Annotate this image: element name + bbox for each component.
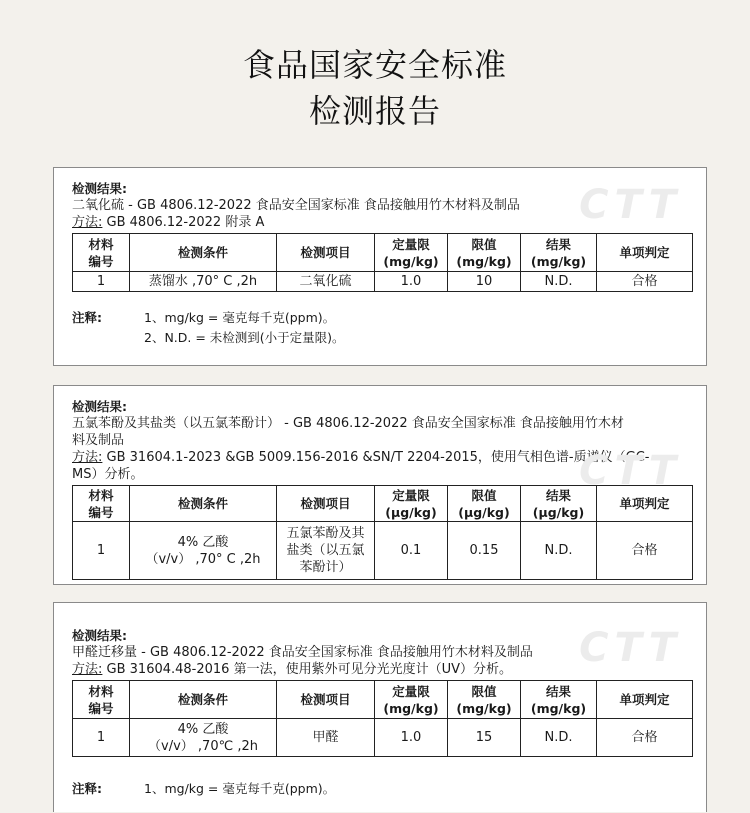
method-text: GB 4806.12-2022 附录 A — [102, 215, 265, 230]
cell-limit: 15 — [448, 719, 521, 757]
result-table — [72, 680, 693, 757]
cell-limit: 0.15 — [448, 522, 521, 580]
report-subtitle: 检测报告 — [308, 92, 441, 130]
notes-label: 注释: — [72, 781, 102, 796]
cell-limit: 10 — [448, 272, 521, 292]
notes-label: 注释: — [72, 310, 102, 325]
col-header-material-no: 材料 编号 — [73, 681, 130, 719]
method-text: GB 31604.1-2023 &GB 5009.156-2016 &SN/T 2204-2015，使用气相色谱-质谱仪（GC- — [102, 450, 650, 465]
cell-result: N.D. — [521, 272, 597, 292]
col-header-test-item: 检测项目 — [277, 681, 375, 719]
col-header-test-item: 检测项目 — [277, 234, 375, 272]
watermark-logo: CTT — [579, 625, 682, 671]
result-card-pentachlorophenol — [53, 385, 707, 585]
cell-condition: 蒸馏水 ,70° C ,2h — [130, 272, 277, 292]
cell-test-item: 甲醛 — [277, 719, 375, 757]
col-header-limit: 限值 (mg/kg) — [448, 234, 521, 272]
col-header-result: 结果 (mg/kg) — [521, 234, 597, 272]
method-text: GB 31604.48-2016 第一法，使用紫外可见分光光度计（UV）分析。 — [102, 662, 512, 677]
test-item-line: 二氧化硫 - GB 4806.12-2022 食品安全国家标准 食品接触用竹木材料及制品 — [72, 198, 520, 213]
result-table — [72, 233, 693, 292]
col-header-limit: 限值 (mg/kg) — [448, 681, 521, 719]
cell-material-no: 1 — [73, 522, 130, 580]
result-label: 检测结果: — [72, 181, 127, 196]
cell-material-no: 1 — [73, 272, 130, 292]
cell-condition: 4% 乙酸 （v/v） ,70° C ,2h — [130, 522, 277, 580]
result-label: 检测结果: — [72, 628, 127, 643]
result-label: 检测结果: — [72, 399, 127, 414]
col-header-result: 结果 (μg/kg) — [521, 486, 597, 522]
col-header-judgement: 单项判定 — [597, 234, 693, 272]
result-card-formaldehyde — [53, 602, 707, 812]
col-header-judgement: 单项判定 — [597, 486, 693, 522]
method-label: 方法: — [72, 450, 103, 465]
cell-loq: 1.0 — [375, 719, 448, 757]
col-header-test-item: 检测项目 — [277, 486, 375, 522]
note-item: 1、mg/kg = 毫克每千克(ppm)。 — [144, 310, 336, 325]
table-row — [73, 272, 693, 292]
col-header-judgement: 单项判定 — [597, 681, 693, 719]
note-item: 1、mg/kg = 毫克每千克(ppm)。 — [144, 781, 336, 796]
col-header-loq: 定量限 (μg/kg) — [375, 486, 448, 522]
col-header-loq: 定量限 (mg/kg) — [375, 234, 448, 272]
notes — [72, 779, 688, 799]
cell-material-no: 1 — [73, 719, 130, 757]
result-table — [72, 485, 693, 580]
test-item-line: 甲醛迁移量 - GB 4806.12-2022 食品安全国家标准 食品接触用竹木材料及制品 — [72, 645, 533, 660]
col-header-condition: 检测条件 — [130, 486, 277, 522]
watermark-logo: CTT — [579, 182, 682, 228]
cell-judgement: 合格 — [597, 522, 693, 580]
result-card-sulfur-dioxide — [53, 167, 707, 366]
col-header-material-no: 材料 编号 — [73, 234, 130, 272]
col-header-loq: 定量限 (mg/kg) — [375, 681, 448, 719]
col-header-limit: 限值 (μg/kg) — [448, 486, 521, 522]
table-header-row — [73, 681, 693, 719]
test-item-line: 五氯苯酚及其盐类（以五氯苯酚计） - GB 4806.12-2022 食品安全国家标准 食品接触用竹木材 — [72, 416, 624, 431]
cell-loq: 1.0 — [375, 272, 448, 292]
note-item: 2、N.D. = 未检测到(小于定量限)。 — [144, 330, 345, 345]
cell-result: N.D. — [521, 522, 597, 580]
table-row — [73, 522, 693, 580]
test-item-line: 料及制品 — [72, 433, 125, 448]
report-title: 食品国家安全标准 — [242, 46, 507, 84]
cell-judgement: 合格 — [597, 719, 693, 757]
method-label: 方法: — [72, 662, 103, 677]
cell-loq: 0.1 — [375, 522, 448, 580]
col-header-result: 结果 (mg/kg) — [521, 681, 597, 719]
cell-judgement: 合格 — [597, 272, 693, 292]
notes — [72, 308, 688, 348]
cell-test-item: 五氯苯酚及其 盐类（以五氯 苯酚计） — [277, 522, 375, 580]
col-header-condition: 检测条件 — [130, 234, 277, 272]
col-header-material-no: 材料 编号 — [73, 486, 130, 522]
table-header-row — [73, 234, 693, 272]
cell-condition: 4% 乙酸 （v/v） ,70℃ ,2h — [130, 719, 277, 757]
method-line-continued: MS）分析。 — [72, 467, 144, 482]
col-header-condition: 检测条件 — [130, 681, 277, 719]
cell-result: N.D. — [521, 719, 597, 757]
cell-test-item: 二氧化硫 — [277, 272, 375, 292]
watermark-logo: CTT — [579, 448, 682, 494]
table-row — [73, 719, 693, 757]
method-label: 方法: — [72, 215, 103, 230]
